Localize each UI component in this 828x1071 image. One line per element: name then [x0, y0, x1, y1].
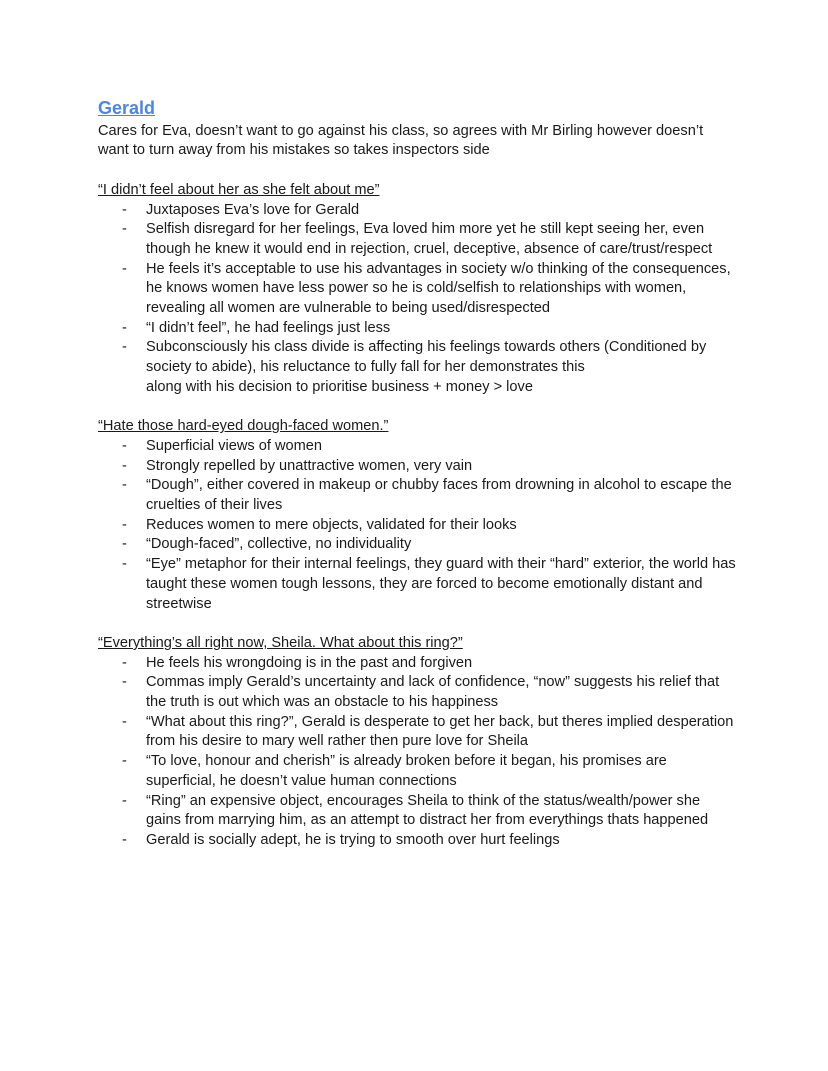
quote-section [98, 634, 738, 851]
list-item-text: Reduces women to mere objects, validated for their looks [146, 516, 517, 533]
list-item [98, 319, 738, 339]
list-item-text: Subconsciously his class divide is affecting his feelings towards others (Conditioned by society to abide), his reluctance to fully fall for her demonstrates this along with his decision to prioritise business + money > love [146, 339, 707, 395]
list-item [98, 654, 738, 674]
list-item-text: “Eye” metaphor for their internal feelings, they guard with their “hard” exterior, the world has taught these women tough lessons, they are forced to become emotionally distant and streetwise [146, 556, 736, 612]
list-item-text: He feels it’s acceptable to use his advantages in society w/o thinking of the consequences, he knows women have less power so he is cold/selfish to relationships with women, revealing all women are vulnerable to being used/disrespected [146, 260, 731, 317]
list-item [98, 437, 738, 457]
dash-bullet-icon: - [122, 536, 127, 553]
list-item-text: “Dough”, either covered in makeup or chubby faces from drowning in alcohol to escape the cruelties of their lives [146, 477, 732, 514]
list-item-text: “To love, honour and cherish” is already broken before it began, his promises are superficial, he doesn’t value human connections [146, 753, 667, 789]
intro-paragraph: Cares for Eva, doesn’t want to go against his class, so agrees with Mr Birling however doesn’t want to turn away from his mistakes so takes inspectors side [98, 122, 704, 159]
dash-bullet-icon: - [122, 260, 127, 277]
dash-bullet-icon: - [122, 792, 127, 809]
analysis-list [98, 654, 738, 851]
dash-bullet-icon: - [122, 556, 127, 573]
dash-bullet-icon: - [122, 457, 127, 474]
document-page [98, 97, 738, 851]
dash-bullet-icon: - [122, 201, 127, 218]
list-item [98, 831, 738, 851]
list-item [98, 201, 738, 221]
quote-heading: “I didn’t feel about her as she felt about me” [98, 181, 380, 198]
dash-bullet-icon: - [122, 477, 127, 494]
quote-heading: “Everything’s all right now, Sheila. What about this ring?” [98, 634, 463, 651]
list-item-text: He feels his wrongdoing is in the past and forgiven [146, 654, 473, 671]
list-item-text: Gerald is socially adept, he is trying to smooth over hurt feelings [146, 831, 560, 848]
analysis-list [98, 201, 738, 398]
analysis-list [98, 437, 738, 614]
list-item-text: Juxtaposes Eva’s love for Gerald [146, 201, 360, 218]
list-item [98, 516, 738, 536]
dash-bullet-icon: - [122, 654, 127, 671]
dash-bullet-icon: - [122, 221, 127, 238]
quote-section [98, 417, 738, 614]
list-item-text: Commas imply Gerald’s uncertainty and lack of confidence, “now” suggests his relief that the truth is out which was an obstacle to his happiness [146, 674, 720, 711]
list-item-text: Superficial views of women [146, 437, 323, 454]
dash-bullet-icon: - [122, 339, 127, 356]
list-item [98, 535, 738, 555]
dash-bullet-icon: - [122, 516, 127, 533]
list-item [98, 260, 738, 319]
list-item [98, 220, 738, 259]
list-item [98, 713, 738, 752]
quote-heading: “Hate those hard-eyed dough-faced women.” [98, 418, 389, 435]
list-item [98, 673, 738, 712]
dash-bullet-icon: - [122, 437, 127, 454]
list-item-text: “Ring” an expensive object, encourages Sheila to think of the status/wealth/power she gains from marrying him, as an attempt to distract her from everythings thats happened [146, 792, 709, 829]
dash-bullet-icon: - [122, 674, 127, 691]
list-item [98, 555, 738, 614]
dash-bullet-icon: - [122, 753, 127, 770]
heading-gerald[interactable]: Gerald [98, 98, 156, 118]
list-item-text: “I didn’t feel”, he had feelings just less [146, 319, 391, 336]
list-item-text: “Dough-faced”, collective, no individuality [146, 536, 412, 553]
list-item [98, 457, 738, 477]
list-item [98, 752, 738, 791]
dash-bullet-icon: - [122, 831, 127, 848]
list-item [98, 338, 738, 397]
quote-section [98, 181, 738, 398]
dash-bullet-icon: - [122, 319, 127, 336]
list-item-text: Strongly repelled by unattractive women, very vain [146, 457, 473, 474]
dash-bullet-icon: - [122, 713, 127, 730]
list-item-text: Selfish disregard for her feelings, Eva loved him more yet he still kept seeing her, even though he knew it would end in rejection, cruel, deceptive, absence of care/trust/respect [146, 221, 713, 257]
list-item-text: “What about this ring?”, Gerald is desperate to get her back, but theres implied desperation from his desire to mary well rather then pure love for Sheila [146, 713, 734, 750]
list-item [98, 476, 738, 515]
list-item [98, 792, 738, 831]
